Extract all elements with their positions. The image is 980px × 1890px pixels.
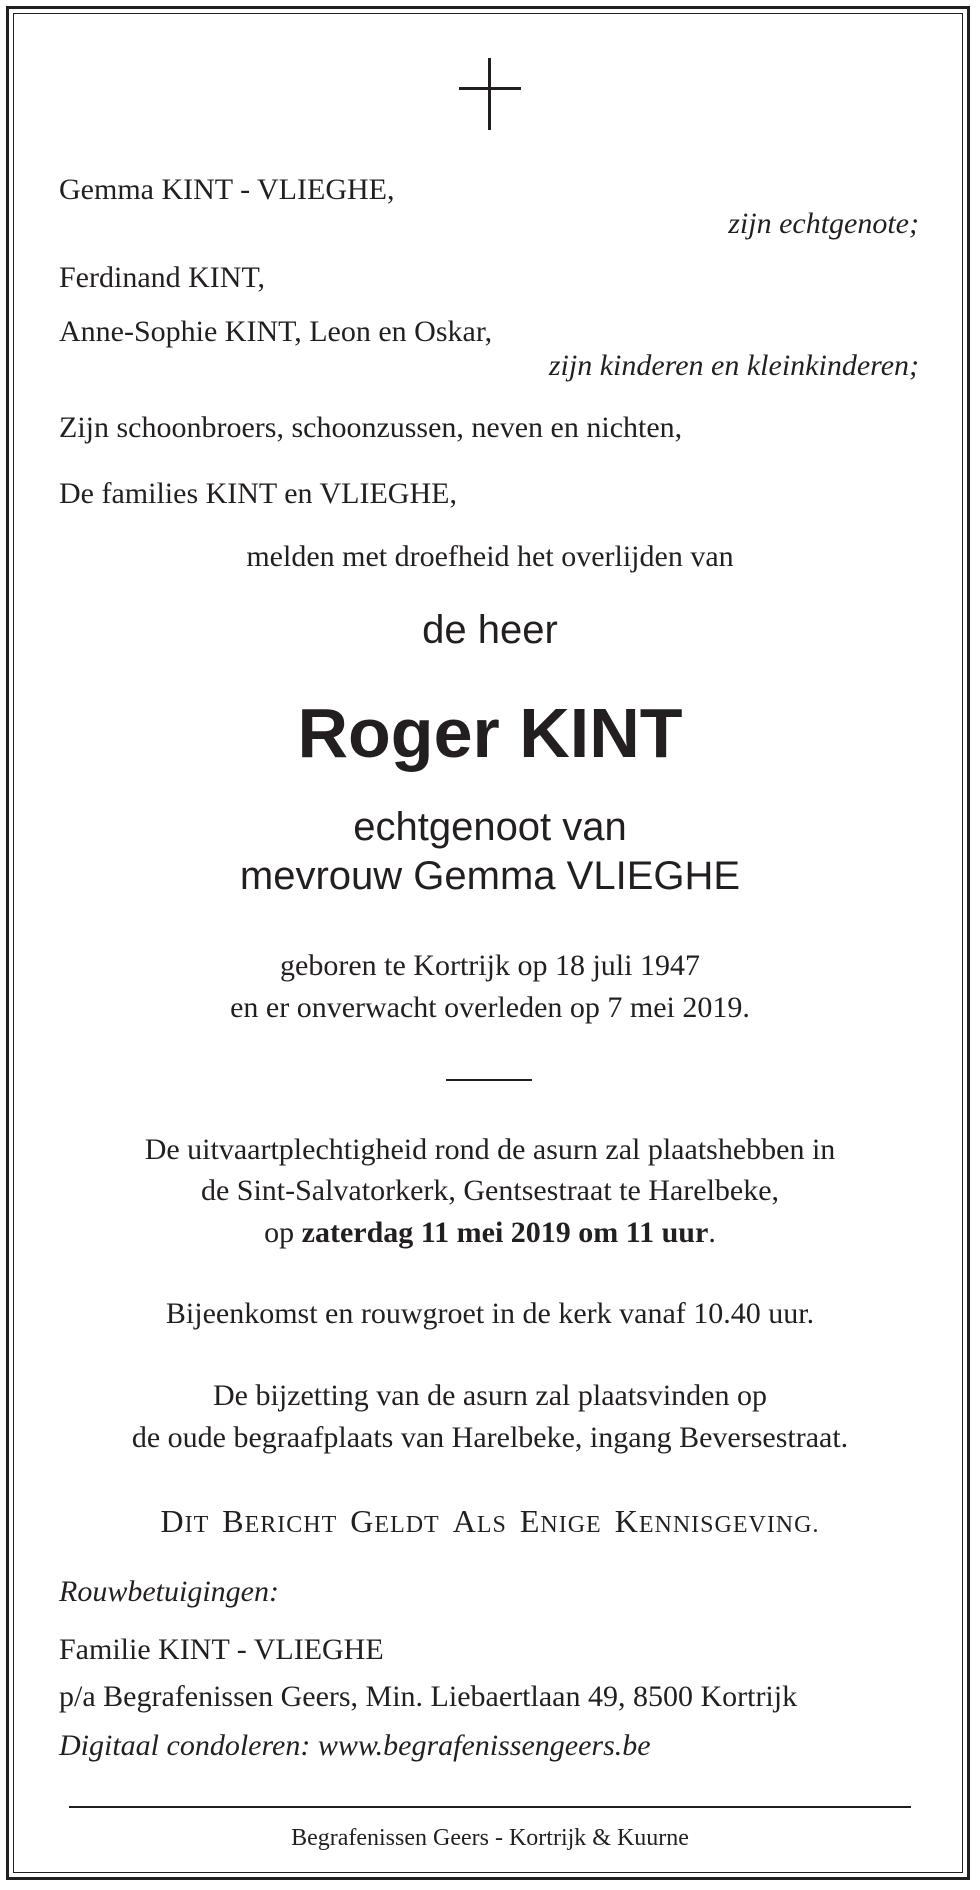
digital-condolence: Digitaal condoleren: www.begrafenissengeers.be: [59, 1729, 651, 1762]
died-line: en er onverwacht overleden op 7 mei 2019.: [230, 991, 750, 1024]
notice-word: KENNISGEVING.: [614, 1503, 820, 1539]
child-2: Anne-Sophie KINT, Leon en Oskar,: [59, 315, 493, 348]
announce-line: melden met droefheid het overlijden van: [246, 540, 734, 573]
contact-family: Familie KINT - VLIEGHE: [59, 1633, 384, 1666]
notice-word: DIT: [160, 1503, 210, 1539]
notice-line: [0, 1502, 980, 1547]
gathering-line: Bijeenkomst en rouwgroet in de kerk vanaf 10.40 uur.: [165, 1297, 815, 1330]
contact-address: p/a Begrafenissen Geers, Min. Liebaertlaan 49, 8500 Kortrijk: [59, 1680, 798, 1713]
notice-word: ENIGE: [519, 1503, 602, 1539]
children-role: zijn kinderen en kleinkinderen;: [548, 349, 919, 382]
ceremony-suffix: .: [708, 1216, 716, 1249]
cross-vertical-bar: [488, 58, 491, 130]
ceremony-line-1: De uitvaartplechtigheid rond de asurn zal plaatshebben in: [144, 1133, 836, 1166]
honorific: de heer: [422, 608, 558, 652]
notice-word: GELDT: [350, 1503, 440, 1539]
wife-role: zijn echtgenote;: [728, 207, 919, 240]
spouse-line-1: echtgenoot van: [353, 805, 627, 849]
cross-horizontal-bar: [459, 87, 521, 90]
separator-rule: [446, 1079, 532, 1081]
in-laws: Zijn schoonbroers, schoonzussen, neven en nichten,: [59, 411, 683, 444]
ceremony-date-time: zaterdag 11 mei 2019 om 11 uur: [301, 1216, 709, 1249]
wife-name: Gemma KINT - VLIEGHE,: [59, 173, 395, 206]
burial-line-2: de oude begraafplaats van Harelbeke, ingang Beversestraat.: [131, 1421, 849, 1454]
families: De families KINT en VLIEGHE,: [59, 477, 457, 510]
born-line: geboren te Kortrijk op 18 juli 1947: [280, 949, 700, 982]
notice-word: ALS: [452, 1503, 507, 1539]
ceremony-prefix: op: [264, 1216, 302, 1249]
burial-line-1: De bijzetting van de asurn zal plaatsvinden op: [213, 1379, 767, 1412]
ceremony-line-3: [0, 1215, 980, 1251]
ceremony-line-2: de Sint-Salvatorkerk, Gentsestraat te Harelbeke,: [200, 1174, 780, 1207]
undertaker-footer: Begrafenissen Geers - Kortrijk & Kuurne: [291, 1825, 689, 1851]
condolences-label: Rouwbetuigingen:: [59, 1575, 279, 1608]
footer-rule: [69, 1806, 911, 1808]
notice-word: BERICHT: [222, 1503, 338, 1539]
spouse-line-2: mevrouw Gemma VLIEGHE: [239, 854, 741, 898]
child-1: Ferdinand KINT,: [59, 261, 266, 294]
deceased-name: Roger KINT: [297, 694, 683, 772]
